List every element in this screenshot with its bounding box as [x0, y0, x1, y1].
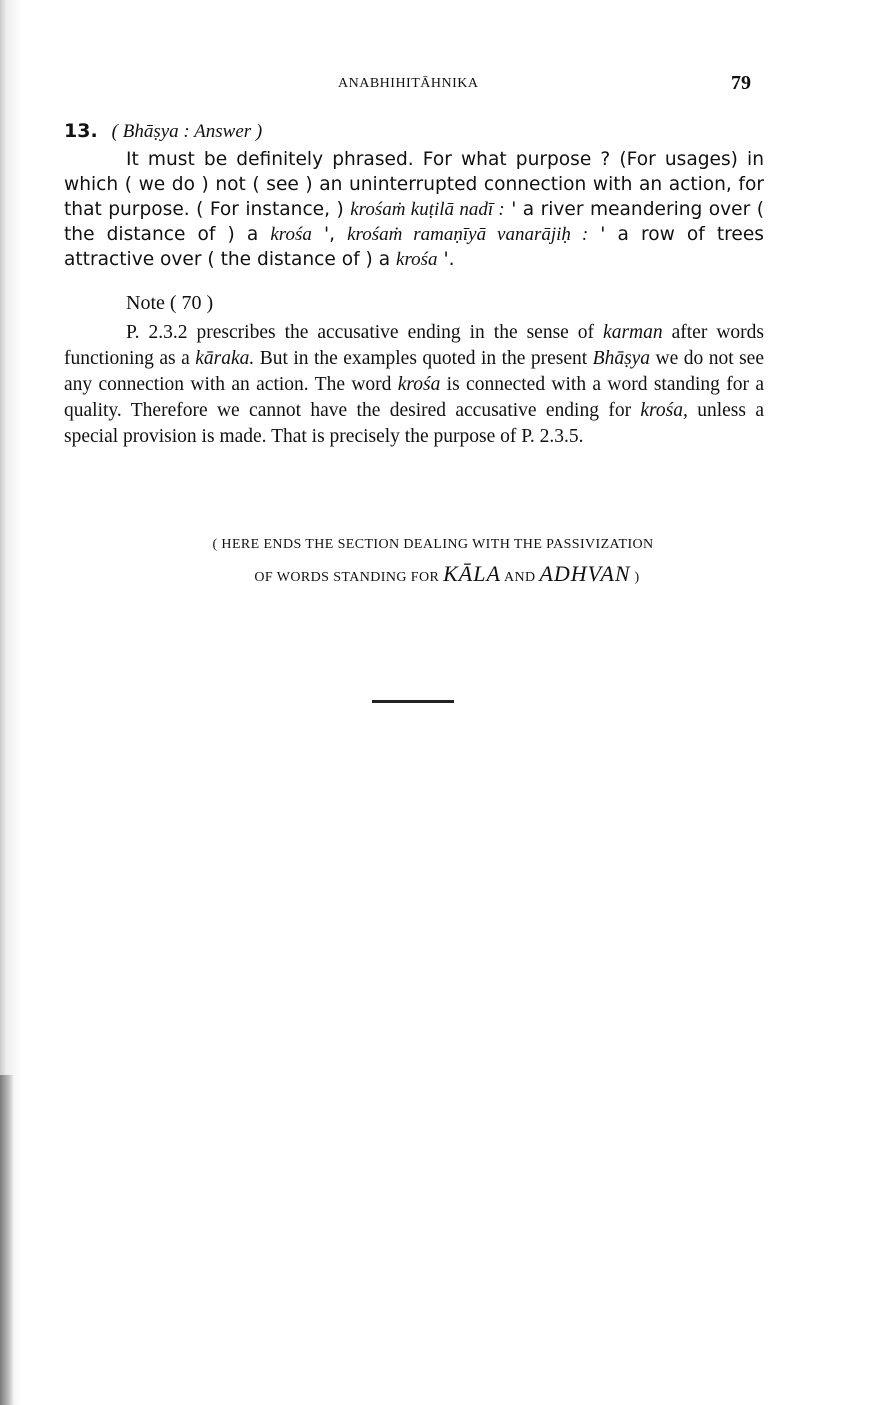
scanned-page-edge-shadow: [0, 1075, 14, 1405]
scanned-page-edge: [0, 0, 22, 1405]
bhasya-text-4: ' a row of trees attractive over ( the distance of ) a: [64, 224, 764, 270]
term-adhvan: ADHVAN: [539, 561, 631, 586]
note-term-4: krośa: [397, 374, 441, 395]
note-term-3: Bhāṣya: [592, 348, 651, 369]
closing-line-2-c: AND: [500, 570, 540, 585]
closing-line-2: [0, 559, 894, 592]
note-text-4: we do not see any connection with an action. The word: [64, 348, 764, 395]
section-heading: [64, 118, 764, 145]
note-text-1: P. 2.3.2 prescribes the accusative ending in the sense of: [126, 322, 604, 343]
closing-line-2-a: OF WORDS STANDING FOR: [254, 570, 444, 585]
note-title: Note ( 70 ): [126, 292, 214, 314]
term-kala: KĀLA: [443, 561, 501, 586]
sanskrit-term-1: krośaṁ kuṭilā nadī :: [350, 199, 505, 220]
note-term-5: krośa,: [640, 400, 688, 421]
page-header: [0, 72, 894, 96]
section-subtitle: ( Bhāṣya : Answer ): [111, 121, 263, 142]
bhasya-translation: [64, 147, 764, 272]
note-text-6: unless a special provision is made. That is precisely the purpose of P. 2.3.5.: [64, 400, 764, 447]
note-text-5: is connected with a word standing for a quality. Therefore we cannot have the desired accusative ending for: [64, 374, 764, 421]
page-number: 79: [731, 72, 751, 94]
note-text-2: after words functioning as a: [64, 322, 764, 369]
sanskrit-term-2: krośa: [270, 224, 312, 245]
note-text-3: But in the examples quoted in the present: [254, 348, 593, 369]
bhasya-text-5: '.: [437, 249, 455, 270]
running-title: ANABHIHITĀHNIKA: [338, 76, 479, 91]
closing-line-2-e: ): [630, 570, 640, 585]
bhasya-text-3: ',: [311, 224, 348, 245]
section-divider: [372, 700, 454, 703]
closing-line-1: ( HERE ENDS THE SECTION DEALING WITH THE PASSIVIZATION: [212, 537, 654, 552]
bhasya-section: [64, 118, 764, 272]
note-body: [64, 320, 764, 450]
section-end-notice: [0, 530, 894, 592]
note-term-2: kāraka.: [195, 348, 255, 369]
bhasya-text-1: It must be definitely phrased. For what purpose ? (For usages) in which ( we do ) not ( see ) an uninterrupted connection with an action, for that purpose. ( For instance, ): [64, 149, 764, 220]
section-number: 13.: [64, 120, 98, 142]
sanskrit-term-4: krośa: [396, 249, 438, 270]
note-term-1: karman: [603, 322, 663, 343]
sanskrit-term-3: krośaṁ ramaṇīyā vanarājiḥ :: [347, 224, 589, 245]
bhasya-text-2: ' a river meandering over ( the distance of ) a: [64, 199, 764, 245]
note-section: [64, 290, 764, 450]
